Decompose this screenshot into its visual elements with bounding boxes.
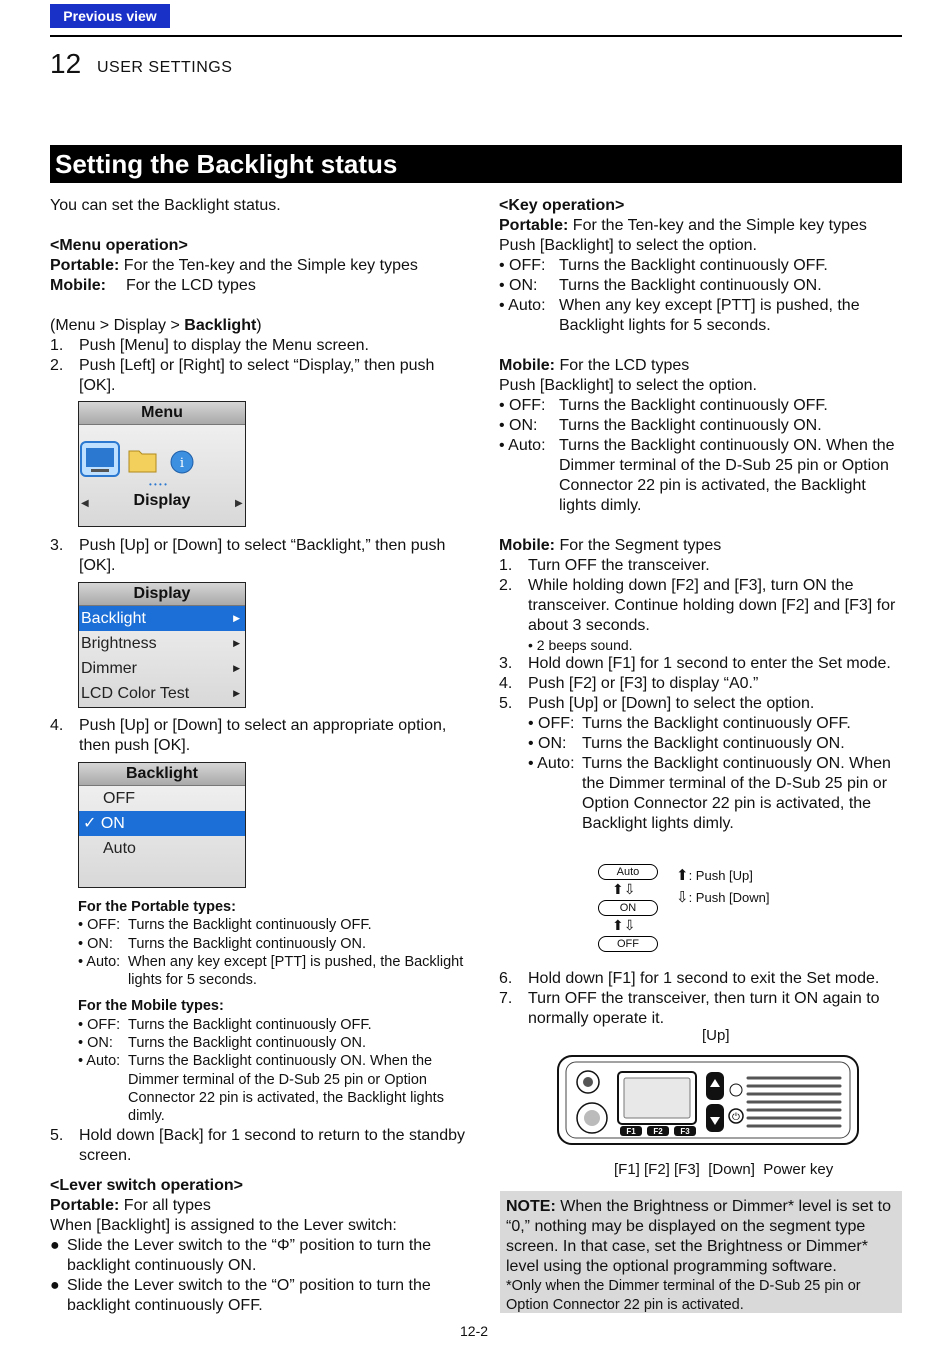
menu-icons (79, 425, 245, 525)
seg-step-2: 2. While holding down [F2] and [F3], turn ON the transceiver. Continue holding down [F2] and [F3] for about 3 seconds. (499, 577, 896, 634)
portable-types-heading: For the Portable types: (78, 899, 236, 915)
step-5: 5. Hold down [Back] for 1 second to return to the standby screen. (50, 1127, 465, 1164)
svg-text:◀: ◀ (81, 498, 89, 509)
seg-step-7: 7. Turn OFF the transceiver, then turn it ON again to normally operate it. (499, 990, 880, 1027)
svg-text:i: i (179, 456, 185, 471)
section-title: Setting the Backlight status (50, 145, 902, 183)
svg-text:F2: F2 (653, 1127, 663, 1136)
display-screen-title: Display (79, 583, 245, 606)
mobile-types-heading: For the Mobile types: (78, 998, 224, 1015)
step-4: 4. Push [Up] or [Down] to select an appropriate option, then push [OK]. (50, 717, 447, 754)
lever-portable-line: Portable: For all types (50, 1197, 211, 1214)
key-operation-heading: <Key operation> (499, 197, 625, 214)
beeps-note: • 2 beeps sound. (528, 637, 633, 653)
down-arrow-icon: ⇩ (676, 889, 689, 906)
mobile-type-on: • ON: Turns the Backlight continuously ON. (78, 1035, 367, 1052)
key-mobile-push: Push [Backlight] to select the option. (499, 377, 757, 394)
seg-step-4: 4. Push [F2] or [F3] to display “A0.” (499, 675, 759, 692)
radio-illustration (556, 1050, 862, 1150)
seg-step-5: 5. Push [Up] or [Down] to select the option. (499, 695, 815, 712)
note-footnote: *Only when the Dimmer terminal of the D-Sub 25 pin or Option Connector 22 pin is activated. (506, 1278, 861, 1313)
seg-step-6: 6. Hold down [F1] for 1 second to exit the Set mode. (499, 970, 880, 987)
seg-step-1: 1. Turn OFF the transceiver. (499, 557, 710, 574)
seg-opt-on: • ON: Turns the Backlight continuously ON. (528, 735, 845, 752)
key-mobile-line: Mobile: For the LCD types (499, 357, 690, 374)
page-number: 12-2 (460, 1323, 489, 1339)
mobile-type-off: • OFF: Turns the Backlight continuously OFF. (78, 1016, 372, 1033)
key-mobile-auto: • Auto: Turns the Backlight continuously ON. When the Dimmer terminal of the D-Sub 25 pin or Option Connector 22 pin is activated, the Backlight lights dimly. (499, 437, 895, 514)
segment-heading: Mobile: For the Segment types (499, 537, 722, 554)
step-2: 2. Push [Left] or [Right] to select “Display,” then push [OK]. (50, 357, 435, 394)
seg-arrows-1: ⬆⇩ (612, 881, 636, 897)
folder-icon (129, 451, 156, 472)
previous-view-button[interactable]: Previous view (50, 4, 170, 28)
seg-box-auto: Auto (598, 864, 658, 880)
lever-intro: When [Backlight] is assigned to the Lever switch: (50, 1217, 397, 1234)
display-item-backlight[interactable]: Backlight ▶ (79, 606, 245, 631)
key-portable-on: • ON: Turns the Backlight continuously ON. (499, 277, 822, 294)
seg-opt-auto: • Auto: Turns the Backlight continuously ON. When the Dimmer terminal of the D-Sub 25 pin or Option Connector 22 pin is activated, the Backlight lights dimly. (528, 755, 891, 832)
left-step-3 (50, 536, 465, 576)
backlight-screen (78, 762, 246, 888)
key-portable-off: • OFF: Turns the Backlight continuously OFF. (499, 257, 828, 274)
legend-push-down: ⇩: Push [Down] (676, 889, 770, 906)
menu-operation-heading: <Menu operation> (50, 237, 188, 254)
left-column-top (50, 196, 465, 396)
lever-bullet-off: ● Slide the Lever switch to the “O” position to turn the backlight continuously OFF. (50, 1277, 431, 1314)
check-icon: ✓ (83, 815, 97, 832)
key-mobile-on: • ON: Turns the Backlight continuously ON. (499, 417, 822, 434)
right-column-top (499, 196, 901, 834)
menu-path: (Menu > Display > Backlight) (50, 317, 262, 334)
backlight-screen-title: Backlight (79, 763, 245, 786)
display-screen (78, 582, 246, 708)
header-rule (50, 35, 902, 37)
svg-text:F1: F1 (626, 1127, 636, 1136)
svg-text:F3: F3 (680, 1127, 690, 1136)
key-portable-line: Portable: For the Ten-key and the Simple key types (499, 217, 867, 234)
backlight-option-auto[interactable]: Auto (103, 840, 136, 857)
step-3: 3. Push [Up] or [Down] to select “Backlight,” then push [OK]. (50, 537, 446, 574)
backlight-option-on[interactable]: ✓ ON (79, 811, 245, 836)
menu-screen-label: Display (133, 492, 191, 509)
portable-type-auto: • Auto: When any key except [PTT] is pushed, the Backlight lights for 5 seconds. (78, 953, 464, 989)
display-item-lcd-color-test[interactable]: LCD Color Test ▶ (81, 685, 240, 702)
backlight-option-off[interactable]: OFF (103, 790, 135, 807)
intro-text: You can set the Backlight status. (50, 197, 281, 214)
mobile-type-auto: • Auto: Turns the Backlight continuously ON. When the Dimmer terminal of the D-Sub 25 pin or Option Connector 22 pin is activated, the Backlight lights dimly. (78, 1053, 444, 1125)
left-column-bottom (50, 1126, 465, 1316)
menu-mobile-line: Mobile: For the LCD types (50, 277, 256, 294)
seg-box-on: ON (598, 900, 658, 916)
portable-type-on: • ON: Turns the Backlight continuously ON. (78, 935, 367, 952)
chapter-number: 12 (50, 48, 82, 79)
display-item-dimmer[interactable]: Dimmer ▶ (81, 660, 240, 677)
display-item-brightness[interactable]: Brightness ▶ (81, 635, 240, 652)
seg-opt-off: • OFF: Turns the Backlight continuously OFF. (528, 715, 851, 732)
note-box (500, 1191, 902, 1313)
lever-bullet-on: ● Slide the Lever switch to the “Φ” position to turn the backlight continuously ON. (50, 1237, 432, 1274)
left-step-4 (50, 716, 465, 756)
types-block (78, 898, 468, 1126)
step-1: 1. Push [Menu] to display the Menu screen. (50, 337, 369, 354)
menu-screen (78, 401, 246, 527)
radio-bottom-labels: [F1] [F2] [F3] [Down] Power key (614, 1161, 834, 1178)
note-text: NOTE: When the Brightness or Dimmer* level is set to “0,” nothing may be displayed on the segment type screen. In that case, set the Brightness or Dimmer* level using the optional programming software. (506, 1198, 892, 1275)
radio-up-label: [Up] (702, 1027, 730, 1044)
right-steps-6-7 (499, 969, 901, 1029)
chapter-title: USER SETTINGS (97, 59, 233, 76)
svg-text:• • • •: • • • • (149, 480, 167, 489)
menu-screen-title: Menu (79, 402, 245, 425)
lever-heading: <Lever switch operation> (50, 1177, 243, 1194)
menu-portable-line: Portable: For the Ten-key and the Simple key types (50, 257, 418, 274)
key-portable-push: Push [Backlight] to select the option. (499, 237, 757, 254)
seg-box-off: OFF (598, 936, 658, 952)
key-mobile-off: • OFF: Turns the Backlight continuously OFF. (499, 397, 828, 414)
portable-type-off: • OFF: Turns the Backlight continuously OFF. (78, 917, 372, 934)
seg-step-3: 3. Hold down [F1] for 1 second to enter the Set mode. (499, 655, 891, 672)
legend-push-up: ⬆: Push [Up] (676, 867, 753, 884)
seg-arrows-2: ⬆⇩ (612, 917, 636, 933)
key-portable-auto: • Auto: When any key except [PTT] is pushed, the Backlight lights for 5 seconds. (499, 297, 860, 334)
svg-text:▶: ▶ (235, 498, 243, 509)
up-arrow-icon: ⬆ (676, 867, 689, 884)
svg-text:⏻: ⏻ (732, 1112, 740, 1123)
